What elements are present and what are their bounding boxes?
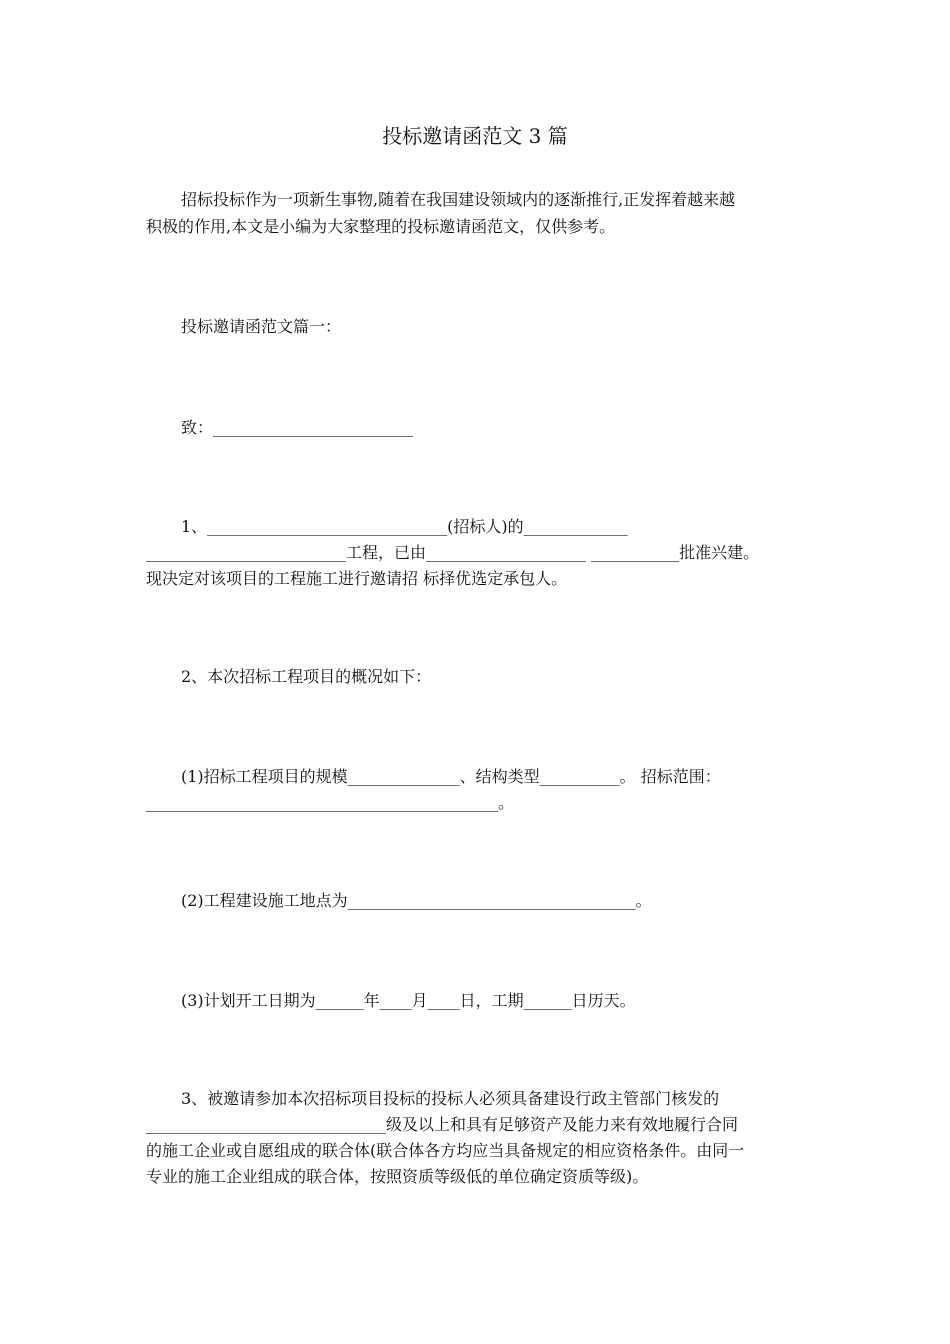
item-1-line-1: 1、______________________________(招标人)的_____________ [181,517,628,536]
item-1-line-3: 现决定对该项目的工程施工进行邀请招 标择优选定承包人。 [146,569,568,588]
intro-line-2: 积极的作用,本文是小编为大家整理的投标邀请函范文，仅供参考。 [146,217,616,236]
recipient-line: 致：_________________________ [181,418,414,437]
item-1-line-2: _________________________工程，已由____________________ ___________批准兴建。 [146,543,760,562]
item-3-line-3: 的施工企业或自愿组成的联合体(联合体各方均应当具备规定的相应资格条件。由同一 [146,1141,745,1160]
subitem-2: (2)工程建设施工地点为____________________________________。 [181,891,652,910]
item-3-line-4: 专业的施工企业组成的联合体，按照资质等级低的单位确定资质等级)。 [146,1167,649,1186]
document-title: 投标邀请函范文 3 篇 [382,124,568,148]
item-2-heading: 2、本次招标工程项目的概况如下： [181,667,432,686]
item-3-line-1: 3、被邀请参加本次招标项目投标的投标人必须具备建设行政主管部门核发的 [181,1089,720,1108]
subitem-1-line-1: (1)招标工程项目的规模______________、结构类型__________。 招标范围： [181,767,721,786]
intro-line-1: 招标投标作为一项新生事物,随着在我国建设领域内的逐渐推行,正发挥着越来越 [181,190,736,209]
subitem-1-line-2: ____________________________________________。 [146,793,515,812]
subitem-3: (3)计划开工日期为______年____月____日，工期______日历天。 [181,991,636,1010]
section-heading: 投标邀请函范文篇一： [181,317,342,336]
item-3-line-2: ______________________________级及以上和具有足够资产及能力来有效地履行合同 [146,1115,739,1134]
